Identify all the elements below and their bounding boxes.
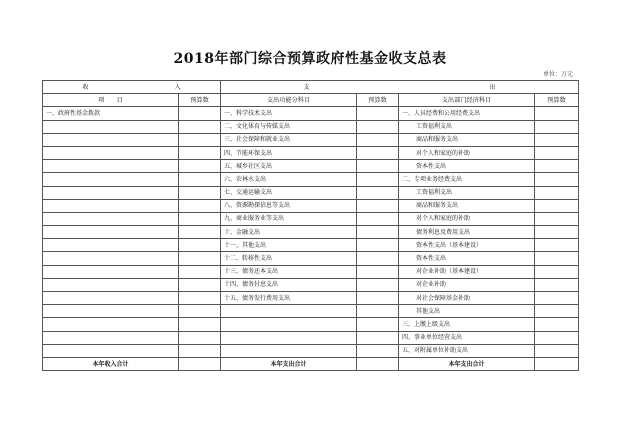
income-budget-cell [179, 120, 221, 133]
econ-subject-cell: 一、人员经费和公用经费支出 [399, 107, 535, 120]
func-budget-cell [357, 265, 399, 278]
func-budget-cell [357, 107, 399, 120]
col-budget-3: 预算数 [535, 94, 579, 107]
income-budget-cell [179, 107, 221, 120]
func-total-value [357, 357, 399, 370]
income-budget-cell [179, 265, 221, 278]
totals-row [43, 357, 579, 370]
section-header-row [43, 81, 579, 94]
econ-budget-cell [535, 186, 579, 199]
income-item-cell [43, 344, 179, 357]
income-budget-cell [179, 292, 221, 305]
econ-subject-cell: 对企业补助 [399, 278, 535, 291]
func-budget-cell [357, 305, 399, 318]
econ-budget-cell [535, 278, 579, 291]
table-row [43, 252, 579, 265]
income-item-cell: 一、政府性基金拨款 [43, 107, 179, 120]
econ-budget-cell [535, 344, 579, 357]
econ-budget-cell [535, 265, 579, 278]
income-total-label: 本年收入合计 [43, 357, 179, 370]
econ-subject-cell: 对社会保障基金补助 [399, 292, 535, 305]
econ-budget-cell [535, 173, 579, 186]
econ-subject-cell: 其他支出 [399, 305, 535, 318]
econ-budget-cell [535, 318, 579, 331]
col-budget-2: 预算数 [357, 94, 399, 107]
econ-budget-cell [535, 107, 579, 120]
table-row [43, 107, 579, 120]
income-budget-cell [179, 239, 221, 252]
econ-budget-cell [535, 305, 579, 318]
expense-label-a: 支 [303, 83, 310, 91]
econ-budget-cell [535, 292, 579, 305]
income-budget-cell [179, 199, 221, 212]
econ-subject-cell: 工资福利支出 [399, 186, 535, 199]
income-item-cell [43, 278, 179, 291]
table-row [43, 212, 579, 225]
func-subject-cell [221, 305, 357, 318]
income-item-cell [43, 305, 179, 318]
func-subject-cell: 十五、债务发行费用支出 [221, 292, 357, 305]
func-subject-cell: 十、金融支出 [221, 226, 357, 239]
col-func-subject: 支出功能分科目 [221, 94, 357, 107]
func-subject-cell: 四、节能环保支出 [221, 146, 357, 159]
func-budget-cell [357, 344, 399, 357]
income-item-cell [43, 146, 179, 159]
table-row [43, 133, 579, 146]
table-row [43, 146, 579, 159]
unit-note: 单位：万元 [542, 71, 573, 78]
econ-subject-cell: 债务利息及费用支出 [399, 226, 535, 239]
econ-budget-cell [535, 239, 579, 252]
func-subject-cell: 九、商业服务业等支出 [221, 212, 357, 225]
column-header-row [43, 94, 579, 107]
func-budget-cell [357, 199, 399, 212]
table-row [43, 344, 579, 357]
func-subject-cell: 一、科学技术支出 [221, 107, 357, 120]
econ-subject-cell: 对企业补助（基本建设） [399, 265, 535, 278]
document-title: 2018年部门综合预算政府性基金收支总表 [173, 51, 447, 67]
econ-subject-cell: 资本性支出（基本建设） [399, 239, 535, 252]
table-row [43, 186, 579, 199]
econ-subject-cell: 资本性支出 [399, 160, 535, 173]
func-budget-cell [357, 160, 399, 173]
econ-total-label: 本年支出合计 [399, 357, 535, 370]
func-budget-cell [357, 331, 399, 344]
income-item-cell [43, 173, 179, 186]
func-total-label: 本年支出合计 [221, 357, 357, 370]
income-budget-cell [179, 252, 221, 265]
func-subject-cell [221, 331, 357, 344]
income-total-value [179, 357, 221, 370]
econ-subject-cell: 商品和服务支出 [399, 199, 535, 212]
income-item-cell [43, 331, 179, 344]
econ-subject-cell: 四、事业单位经营支出 [399, 331, 535, 344]
func-budget-cell [357, 133, 399, 146]
func-budget-cell [357, 318, 399, 331]
econ-budget-cell [535, 199, 579, 212]
income-section-header [43, 81, 221, 94]
func-subject-cell: 七、交通运输支出 [221, 186, 357, 199]
econ-budget-cell [535, 160, 579, 173]
table-row [43, 120, 579, 133]
income-budget-cell [179, 146, 221, 159]
econ-budget-cell [535, 252, 579, 265]
income-item-cell [43, 292, 179, 305]
table-row [43, 160, 579, 173]
econ-subject-cell: 资本性支出 [399, 252, 535, 265]
func-subject-cell: 十三、债务还本支出 [221, 265, 357, 278]
econ-budget-cell [535, 146, 579, 159]
table-row [43, 265, 579, 278]
func-subject-cell: 三、社会保障和就业支出 [221, 133, 357, 146]
econ-budget-cell [535, 212, 579, 225]
econ-budget-cell [535, 331, 579, 344]
func-subject-cell: 六、农林水支出 [221, 173, 357, 186]
income-budget-cell [179, 278, 221, 291]
table-row [43, 278, 579, 291]
func-budget-cell [357, 173, 399, 186]
income-item-cell [43, 160, 179, 173]
income-budget-cell [179, 226, 221, 239]
econ-subject-cell: 对个人和家庭的补助 [399, 146, 535, 159]
income-budget-cell [179, 318, 221, 331]
func-subject-cell: 八、资源勘探信息等支出 [221, 199, 357, 212]
func-subject-cell [221, 318, 357, 331]
expense-section-header [221, 81, 579, 94]
econ-subject-cell: 五、对附属单位补助支出 [399, 344, 535, 357]
func-budget-cell [357, 120, 399, 133]
col-item: 项 目 [43, 94, 179, 107]
func-budget-cell [357, 186, 399, 199]
table-row [43, 226, 579, 239]
func-subject-cell [221, 344, 357, 357]
func-budget-cell [357, 212, 399, 225]
income-budget-cell [179, 344, 221, 357]
econ-budget-cell [535, 226, 579, 239]
income-item-cell [43, 265, 179, 278]
income-budget-cell [179, 160, 221, 173]
income-budget-cell [179, 173, 221, 186]
income-label-a: 收 [82, 83, 89, 91]
income-budget-cell [179, 212, 221, 225]
table-row [43, 173, 579, 186]
econ-subject-cell: 对个人和家庭的补助 [399, 212, 535, 225]
col-budget-1: 预算数 [179, 94, 221, 107]
func-subject-cell: 五、城乡社区支出 [221, 160, 357, 173]
table-row [43, 239, 579, 252]
econ-subject-cell: 工资福利支出 [399, 120, 535, 133]
func-subject-cell: 二、文化体育与传媒支出 [221, 120, 357, 133]
table-row [43, 318, 579, 331]
func-budget-cell [357, 146, 399, 159]
income-budget-cell [179, 331, 221, 344]
econ-subject-cell: 三、上缴上级支出 [399, 318, 535, 331]
income-label-b: 入 [174, 83, 181, 91]
econ-subject-cell: 商品和服务支出 [399, 133, 535, 146]
econ-budget-cell [535, 133, 579, 146]
income-budget-cell [179, 186, 221, 199]
income-budget-cell [179, 133, 221, 146]
expense-label-b: 出 [489, 83, 496, 91]
income-item-cell [43, 199, 179, 212]
func-budget-cell [357, 292, 399, 305]
table-row [43, 292, 579, 305]
table-row [43, 331, 579, 344]
col-econ-subject: 支出部门经济科目 [399, 94, 535, 107]
income-item-cell [43, 212, 179, 225]
econ-budget-cell [535, 120, 579, 133]
income-budget-cell [179, 305, 221, 318]
func-subject-cell: 十四、债务付息支出 [221, 278, 357, 291]
func-budget-cell [357, 278, 399, 291]
func-subject-cell: 十一、其他支出 [221, 239, 357, 252]
func-budget-cell [357, 226, 399, 239]
income-item-cell [43, 133, 179, 146]
table-row [43, 199, 579, 212]
income-item-cell [43, 186, 179, 199]
income-item-cell [43, 318, 179, 331]
income-item-cell [43, 239, 179, 252]
income-item-cell [43, 226, 179, 239]
econ-total-value [535, 357, 579, 370]
fund-budget-table [42, 80, 579, 371]
income-item-cell [43, 252, 179, 265]
func-subject-cell: 十二、转移性支出 [221, 252, 357, 265]
func-budget-cell [357, 239, 399, 252]
econ-subject-cell: 二、专项业务经费支出 [399, 173, 535, 186]
func-budget-cell [357, 252, 399, 265]
income-item-cell [43, 120, 179, 133]
table-row [43, 305, 579, 318]
